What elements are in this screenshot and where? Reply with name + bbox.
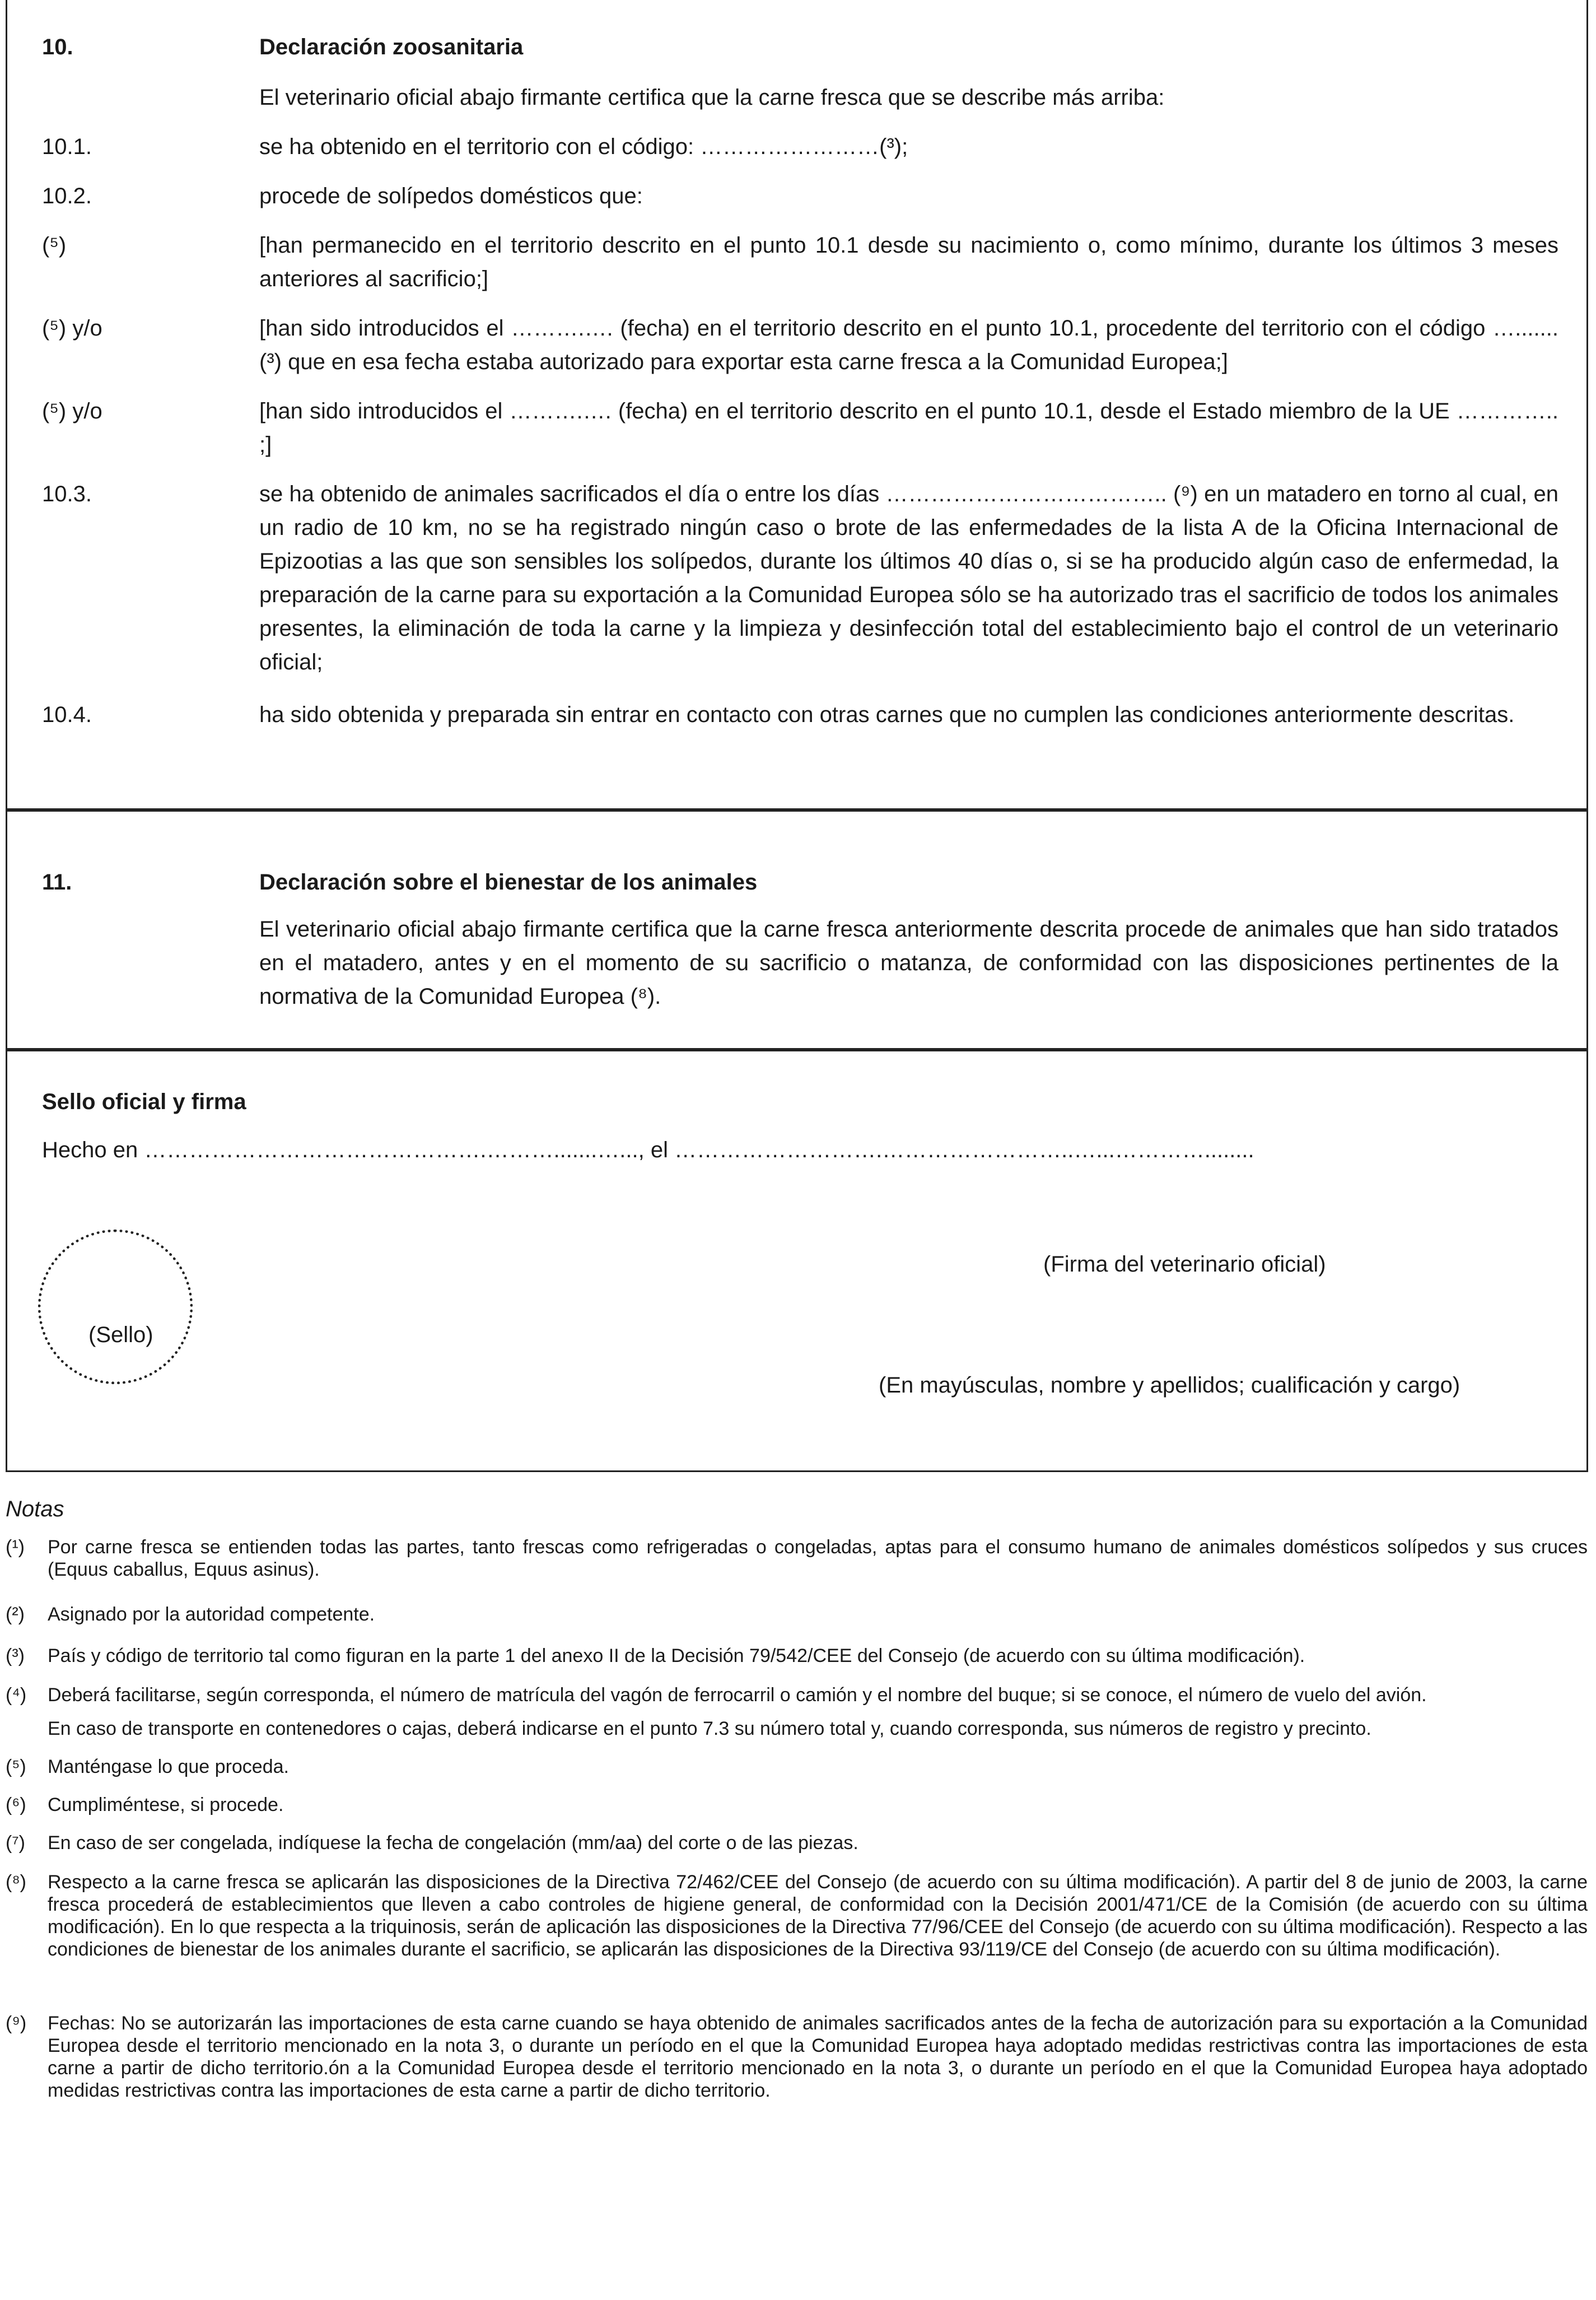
note-number: (³) bbox=[6, 1645, 25, 1666]
note-text: País y código de territorio tal como figuran en la parte 1 del anexo II de la Decisión 79/542/CEE del Consejo (de acuerdo con su última modificación). bbox=[48, 1645, 1305, 1666]
item-number: (⁵) bbox=[42, 233, 67, 258]
item-number: 10.3. bbox=[42, 482, 92, 506]
section-title: Declaración zoosanitaria bbox=[259, 35, 524, 59]
item-number: (⁵) y/o bbox=[42, 316, 102, 341]
item-text: [han sido introducidos el ……….…. (fecha) en el territorio descrito en el punto 10.1, procedente del territorio con el código …....... (³) que en esa fecha estaba autorizado para exportar esta carne fresca a la Comunidad Europea;] bbox=[259, 316, 1558, 374]
note-number: (¹) bbox=[6, 1537, 25, 1558]
section-11-box bbox=[6, 810, 1588, 1050]
signature-box bbox=[6, 1050, 1588, 1472]
intro-text: El veterinario oficial abajo firmante certifica que la carne fresca que se describe más arriba: bbox=[259, 85, 1165, 110]
vet-signature-label: (Firma del veterinario oficial) bbox=[1043, 1252, 1326, 1277]
note-number: (⁸) bbox=[6, 1871, 26, 1893]
item-text: se ha obtenido de animales sacrificados el día o entre los días ……………………………….. (⁹) en un matadero en torno al cual, en un radio de 10 km, no se ha registrado ningún caso o brote de las enfermedades de la lista A de la Oficina Internacional de Epizootias a las que son sensibles los solípedos, durante los últimos 40 días o, si se ha producido algún caso de enfermedad, la preparación de la carne para su exportación a la Comunidad Europea sólo se ha autorizado tras el sacrificio de todos los animales presentes, la eliminación de toda la carne y la limpieza y desinfección total del establecimiento bajo el control de un veterinario oficial; bbox=[259, 482, 1558, 674]
item-number: (⁵) y/o bbox=[42, 399, 102, 423]
item-number: 10.2. bbox=[42, 184, 92, 208]
note-text: En caso de transporte en contenedores o cajas, deberá indicarse en el punto 7.3 su número total y, cuando corresponda, sus números de registro y precinto. bbox=[48, 1718, 1371, 1739]
note-text: Asignado por la autoridad competente. bbox=[48, 1604, 375, 1625]
note-number: (⁵) bbox=[6, 1756, 26, 1777]
note-text: Manténgase lo que proceda. bbox=[48, 1756, 289, 1777]
note-number: (⁶) bbox=[6, 1794, 26, 1815]
notes-title: Notas bbox=[6, 1497, 64, 1521]
note-number: (⁷) bbox=[6, 1832, 25, 1854]
item-text: procede de solípedos domésticos que: bbox=[259, 184, 643, 208]
declaration-text: El veterinario oficial abajo firmante certifica que la carne fresca anteriormente descrita procede de animales que han sido tratados en el matadero, antes y en el momento de su sacrificio o matanza, de conformidad con las disposiciones pertinentes de la normativa de la Comunidad Europea (⁸). bbox=[259, 917, 1558, 1009]
note-number: (⁹) bbox=[6, 2013, 27, 2034]
item-number: 10.4. bbox=[42, 702, 92, 727]
note-text: Respecto a la carne fresca se aplicarán las disposiciones de la Directiva 72/462/CEE del Consejo (de acuerdo con su última modificación). A partir del 8 de junio de 2003, la carne fresca procederá de establecimientos que lleven a cabo controles de higiene general, de conformidad con la Decisión 2001/471/CE de la Comisión (de acuerdo con su última modificación). En lo que respecta a la triquinosis, serán de aplicación las disposiciones de la Directiva 77/96/CEE del Consejo (de acuerdo con su última modificación). Respecto a las condiciones de bienestar de los animales durante el sacrificio, se aplicarán las disposiciones de la Directiva 93/119/CE del Consejo (de acuerdo con su última modificación). bbox=[48, 1871, 1588, 1960]
note-text: Cumpliméntese, si procede. bbox=[48, 1794, 284, 1815]
section-number: 11. bbox=[42, 870, 72, 895]
section-title: Declaración sobre el bienestar de los animales bbox=[259, 870, 758, 895]
item-text: [han permanecido en el territorio descrito en el punto 10.1 desde su nacimiento o, como mínimo, durante los últimos 3 meses anteriores al sacrificio;] bbox=[259, 233, 1558, 291]
item-text: se ha obtenido en el territorio con el código: ……………………(³); bbox=[259, 134, 908, 159]
item-text: ha sido obtenida y preparada sin entrar en contacto con otras carnes que no cumplen las condiciones anteriormente descritas. bbox=[259, 702, 1515, 727]
place-date-line[interactable]: Hecho en ……………………………………….……….......…..., el ……………………….……………………..…...…………........ bbox=[42, 1138, 1254, 1162]
seal-label: (Sello) bbox=[88, 1323, 153, 1347]
note-number: (⁴) bbox=[6, 1684, 27, 1706]
note-text: Por carne fresca se entienden todas las partes, tanto frescas como refrigeradas o congeladas, aptas para el consumo humano de animales domésticos solípedos y sus cruces (Equus caballus, Equus asinus). bbox=[48, 1537, 1588, 1580]
item-text: [han sido introducidos el ……….…. (fecha) en el territorio descrito en el punto 10.1, desde el Estado miembro de la UE ………….. ;] bbox=[259, 399, 1558, 457]
note-text: En caso de ser congelada, indíquese la fecha de congelación (mm/aa) del corte o de las piezas. bbox=[48, 1832, 858, 1854]
name-qualification-label: (En mayúsculas, nombre y apellidos; cualificación y cargo) bbox=[879, 1373, 1460, 1398]
item-number: 10.1. bbox=[42, 134, 92, 159]
note-number: (²) bbox=[6, 1604, 25, 1625]
signature-title: Sello oficial y firma bbox=[42, 1090, 246, 1114]
note-text: Fechas: No se autorizarán las importaciones de esta carne cuando se haya obtenido de animales sacrificados antes de la fecha de autorización para su exportación a la Comunidad Europea desde el territorio mencionado en la nota 3, o durante un período en el que la Comunidad Europea haya adoptado medidas restrictivas contra las importaciones de esta carne a partir de dicho territorio.ón a la Comunidad Europea desde el territorio mencionado en la nota 3, o durante un período en el que la Comunidad Europea haya adoptado medidas restrictivas contra las importaciones de esta carne a partir de dicho territorio. bbox=[48, 2013, 1588, 2101]
section-number: 10. bbox=[42, 35, 73, 59]
section-10-box bbox=[6, 0, 1588, 810]
seal-circle bbox=[38, 1230, 193, 1384]
note-text: Deberá facilitarse, según corresponda, el número de matrícula del vagón de ferrocarril o camión y el nombre del buque; si se conoce, el número de vuelo del avión. bbox=[48, 1684, 1427, 1706]
